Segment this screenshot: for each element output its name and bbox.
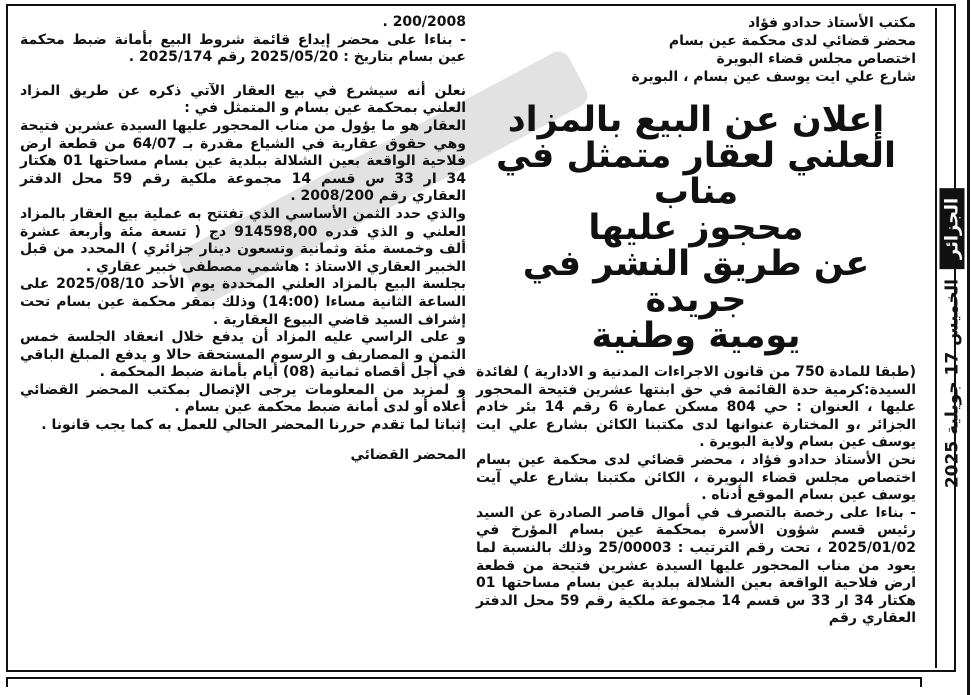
signature: المحضر القضائي bbox=[350, 446, 466, 463]
announcement-frame bbox=[6, 4, 956, 672]
property-description-paragraph: العقار هو ما يؤول من مناب المحجور عليها السيدة عشرين فتيحة وهي حقوق عقارية في الشياع مقدرة بـ 64/07 من قطعة ارض فلاحية الواقعة بعين الشلالة ببلدية عين بسام مساحتها 01 هكتار 34 ار 33 س قسم 14 مجموعة ملكية رقم 59 محل الدفتر العقاري رقم 2008/200 . bbox=[20, 117, 466, 205]
title-line: يومية وطنية bbox=[591, 316, 801, 356]
registry-number: 200/2008 . bbox=[382, 14, 466, 30]
next-ad-border bbox=[6, 677, 922, 687]
title-line: إعلان عن البيع بالمزاد bbox=[507, 100, 885, 140]
office-role: محضر قضائي لدى محكمة عين بسام bbox=[668, 33, 916, 49]
authorization-paragraph: - بناءا على رخصة بالتصرف في أموال قاصر الصادرة عن السيد رئيس قسم شؤون الأسرة بمحكمة عين بسام المؤرخ في 2025/01/02 ، تحت رقم الترتيب : 25/00003 وذلك بالنسبة لما يعود من مناب المحجور عليها السيدة عشرين فتيحة من قطعة ارض فلاحية الواقعة بعين الشلالة ببلدية عين بسام مساحتها 01 هكتار 34 ار 33 س قسم 14 مجموعة ملكية رقم 59 محل الدفتر العقاري رقم bbox=[476, 504, 917, 627]
left-column bbox=[20, 14, 466, 464]
payment-terms-paragraph: و على الراسي عليه المزاد أن يدفع خلال انعقاد الجلسة خمس الثمن و المصاريف و الرسوم المستحقة حالا و يدفع المبلغ الباقي في أجل أقصاه ثمانية (08) أيام بأمانة ضبط المحكمة . bbox=[20, 329, 466, 381]
contact-paragraph: و لمزيد من المعلومات يرجى الإتصال بمكتب المحضر القضائي أعلاه أو لدى أمانة ضبط محكمة عين بسام . bbox=[20, 381, 466, 416]
title-line: العلني لعقار متمثل في مناب bbox=[495, 136, 897, 212]
closing-paragraph: إثباتا لما تقدم حررنا المحضر الحالي للعمل به كما يجب قانونا . bbox=[41, 417, 466, 434]
legal-basis-paragraph: (طبقا للمادة 750 من قانون الاجراءات المدنية و الادارية ) لفائدة السيدة:كرمية حدة القائمة في حق ابنتها عشرين فتيحة المحجور عليها ، العنوان : حي 804 مسكن عمارة 6 رقم 14 بئر خادم الجزائر ،و المختارة عنوانها لدى مكتبنا الكائن بشارع علي ايت يوسف عين بسام ولاية البويرة . bbox=[476, 364, 917, 451]
auction-session-paragraph: بجلسة البيع بالمزاد العلني المحددة يوم الأحد 2025/08/10 على الساعة الثانية مساءا (14:00) وذلك بمقر محكمة عين بسام تحت إشراف السيد قاضي البيوع العقارية . bbox=[20, 276, 467, 328]
edge-rule bbox=[967, 0, 970, 695]
office-address: شارع علي ايت يوسف عين بسام ، البويرة bbox=[631, 69, 916, 85]
conditions-deposit-paragraph: - بناءا على محضر إيداع قائمة شروط البيع بأمانة ضبط محكمة عين بسام بتاريخ : 2025/05/20 رقم 2025/174 . bbox=[20, 31, 466, 66]
title-line: محجوز عليها bbox=[588, 208, 804, 248]
announcement-title bbox=[476, 102, 916, 354]
office-jurisdiction: اختصاص مجلس قضاء البويرة bbox=[716, 51, 916, 67]
newspaper-side-strip bbox=[935, 8, 967, 668]
newspaper-brand: الجزائر bbox=[940, 188, 965, 269]
office-name: مكتب الأستاذ حدادو فؤاد bbox=[748, 15, 916, 31]
bailiff-paragraph: نحن الأستاذ حدادو فؤاد ، محضر قضائي لدى محكمة عين بسام اختصاص مجلس قضاء البويرة ، الكائن مكتبنا بشارع علي آيت يوسف عين بسام الموقع أدناه . bbox=[476, 451, 916, 504]
strip-content bbox=[940, 188, 965, 488]
title-line: عن طريق النشر في جريدة bbox=[522, 244, 870, 320]
office-header bbox=[476, 14, 916, 86]
sale-intro-paragraph: نعلن أنه سيشرع في بيع العقار الآتي ذكره عن طريق المزاد العلني بمحكمة عين بسام و المتمثل في : bbox=[20, 82, 466, 117]
right-column bbox=[476, 14, 916, 628]
base-price-paragraph: والذي حدد الثمن الأساسي الذي تفتتح به عملية بيع العقار بالمزاد العلني و الذي قدره 914598,00 دج ( تسعة مئة وأربعة عشرة ألف وخمسة مئة وثمانية وتسعون دينار جزائري ) المحدد من قبل الخبير العقاري الاستاذ : هاشمي مصطفى خبير عقاري . bbox=[20, 205, 466, 275]
issue-date: الخميس 17 جويلية 2025 bbox=[942, 279, 963, 489]
